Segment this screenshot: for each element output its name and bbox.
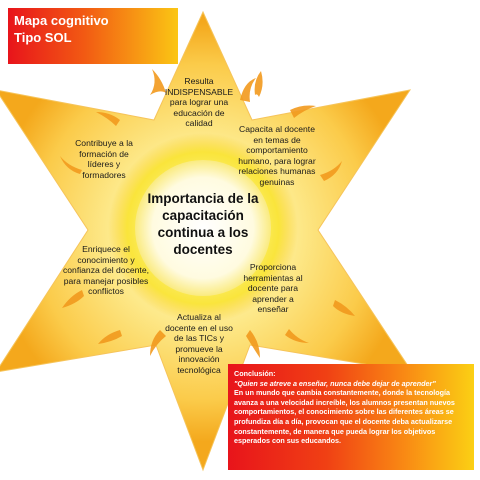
ray-text-top-right: Capacita al docente en temas de comportamiento humano, para lograr relaciones humanas genuinas xyxy=(238,124,316,187)
ray-text-bottom-right: Proporciona herramientas al docente para aprender a enseñar xyxy=(243,262,303,315)
conclusion-body: En un mundo que cambia constantemente, donde la tecnología avanza a una velocidad increíble, los alumnos presentan nuevos comportamientos, el conocimiento sobre las diferentes áreas se profundiza día a día, provocan que el docente deba actualizarse constantemente, de manera que pueda lograr los objetivos esperados con sus educandos. xyxy=(234,388,455,446)
conclusion-box xyxy=(228,364,474,470)
ray-text-bottom: Actualiza al docente en el uso de las TICs y promueve la innovación tecnológica xyxy=(165,312,233,375)
ray-text-top: Resulta INDISPENSABLE para lograr una educación de calidad xyxy=(164,76,234,129)
title-line-1: Mapa cognitivo xyxy=(14,13,109,28)
ray-text-top-left: Contribuye a la formación de líderes y formadores xyxy=(75,138,133,180)
title-line-2: Tipo SOL xyxy=(14,30,72,45)
conclusion-quote: "Quien se atreve a enseñar, nunca debe dejar de aprender" xyxy=(234,378,436,388)
center-topic: Importancia de la capacitación continua a los docentes xyxy=(147,191,259,257)
conclusion-label: Conclusión: xyxy=(234,369,276,378)
ray-text-bottom-left: Enriquece el conocimiento y confianza del docente, para manejar posibles conflictos xyxy=(62,244,149,297)
